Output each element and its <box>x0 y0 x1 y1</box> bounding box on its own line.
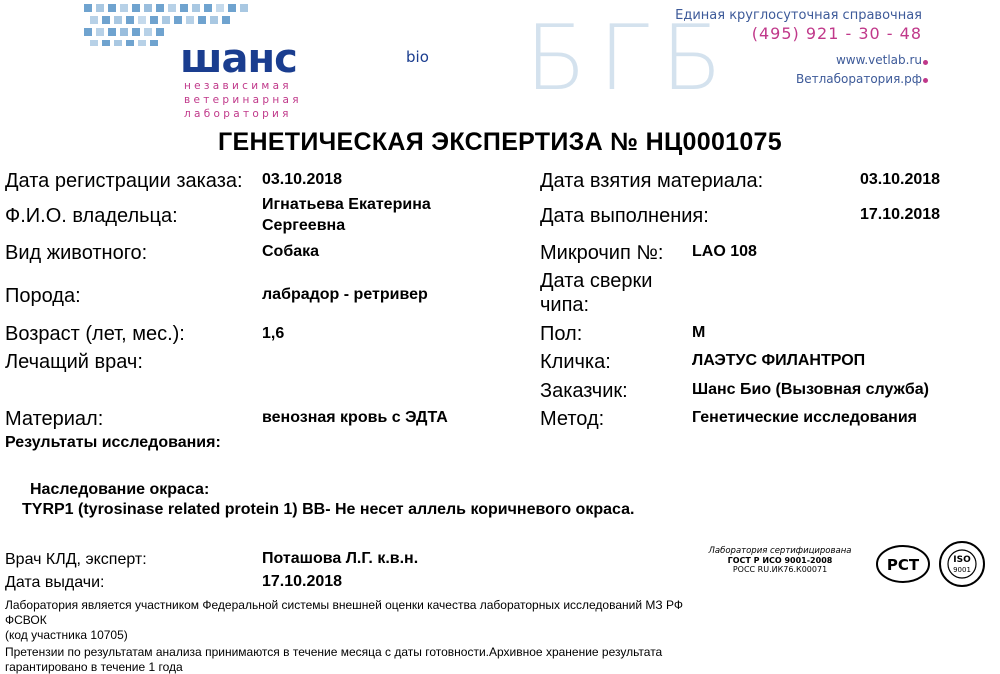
issue-date-value: 17.10.2018 <box>262 573 343 590</box>
owner-label: Ф.И.О. владельца: <box>5 205 178 227</box>
hotline-phone: (495) 921 - 30 - 48 <box>751 24 922 43</box>
cert-line-2: ГОСТ Р ИСО 9001-2008 <box>727 556 833 565</box>
age-label: Возраст (лет, мес.): <box>5 323 185 345</box>
brand-suffix: bio <box>406 48 429 66</box>
age-value: 1,6 <box>262 325 285 342</box>
results-heading: Результаты исследования: <box>5 434 221 451</box>
bullet-dot-icon <box>923 78 928 83</box>
sex-label: Пол: <box>540 323 583 345</box>
sample-date-label: Дата взятия материала: <box>540 170 764 192</box>
microchip-label: Микрочип №: <box>540 242 664 264</box>
watermark-logo: БГБ <box>525 6 735 111</box>
results-line: TYRP1 (tyrosinase related protein 1) BB- Не несет аллель коричневого окраса. <box>22 501 635 518</box>
expert-label: Врач КЛД, эксперт: <box>5 551 147 568</box>
brand-name: шанс <box>180 36 297 82</box>
site-link-vetlab[interactable]: www.vetlab.ru <box>835 53 922 67</box>
chip-check-label-line-1: Дата сверки <box>540 270 653 292</box>
pct-cert-icon <box>874 544 932 584</box>
material-label: Материал: <box>5 408 104 430</box>
bullet-dot-icon <box>923 60 928 65</box>
species-value: Собака <box>262 243 320 260</box>
tagline-line-2: ветеринарная <box>184 94 302 106</box>
method-label: Метод: <box>540 408 605 430</box>
iso-badge-text: ISO <box>953 555 971 565</box>
iso-badge-number: 9001 <box>953 566 971 574</box>
completion-date-label: Дата выполнения: <box>540 205 709 227</box>
footer-line-3: (код участника 10705) <box>5 628 128 642</box>
completion-date-value: 17.10.2018 <box>860 206 941 223</box>
customer-label: Заказчик: <box>540 380 628 402</box>
brand-wordmark <box>180 36 429 82</box>
footer-line-2: ФСВОК <box>5 613 47 627</box>
doctor-label: Лечащий врач: <box>5 351 143 373</box>
tagline-line-1: независимая <box>184 80 292 92</box>
lab-logo <box>80 0 429 122</box>
cert-line-1: Лаборатория сертифицирована <box>708 546 852 556</box>
species-label: Вид животного: <box>5 242 148 264</box>
microchip-value: LAO 108 <box>692 243 757 260</box>
footer-line-1: Лаборатория является участником Федеральной системы внешней оценки качества лабораторных исследований МЗ РФ <box>5 598 683 612</box>
sample-date-value: 03.10.2018 <box>860 171 941 188</box>
certification-block <box>690 546 870 574</box>
expert-value: Поташова Л.Г. к.в.н. <box>262 550 419 567</box>
reg-date-label: Дата регистрации заказа: <box>5 170 243 192</box>
iso-cert-icon <box>936 540 988 588</box>
breed-label: Порода: <box>5 285 81 307</box>
footer-line-5: гарантировано в течение 1 года <box>5 660 183 674</box>
material-value: венозная кровь с ЭДТА <box>262 409 448 426</box>
results-subheading: Наследование окраса: <box>30 481 210 498</box>
site-link-rf[interactable]: Ветлаборатория.рф <box>796 72 922 86</box>
breed-value: лабрадор - ретривер <box>262 286 428 303</box>
owner-value-line-2: Сергеевна <box>262 217 346 234</box>
nickname-label: Кличка: <box>540 351 611 373</box>
chip-check-label-line-2: чипа: <box>540 294 590 316</box>
cert-line-3: РОСС RU.ИК76.К00071 <box>732 565 828 574</box>
sex-value: М <box>692 324 706 341</box>
reg-date-value: 03.10.2018 <box>262 171 343 188</box>
pct-badge-text: РСТ <box>886 556 920 574</box>
owner-value-line-1: Игнатьева Екатерина <box>262 196 431 213</box>
nickname-value: ЛАЭТУС ФИЛАНТРОП <box>692 352 866 369</box>
footer-line-4: Претензии по результатам анализа принимаются в течение месяца с даты готовности.Архивное хранение результата <box>5 645 663 659</box>
method-value: Генетические исследования <box>692 409 918 426</box>
hotline-label: Единая круглосуточная справочная <box>675 8 922 23</box>
customer-value: Шанс Био (Вызовная служба) <box>692 381 929 398</box>
page-title: ГЕНЕТИЧЕСКАЯ ЭКСПЕРТИЗА № НЦ0001075 <box>218 128 782 156</box>
issue-date-label: Дата выдачи: <box>5 574 105 591</box>
tagline-line-3: лаборатория <box>184 108 292 120</box>
